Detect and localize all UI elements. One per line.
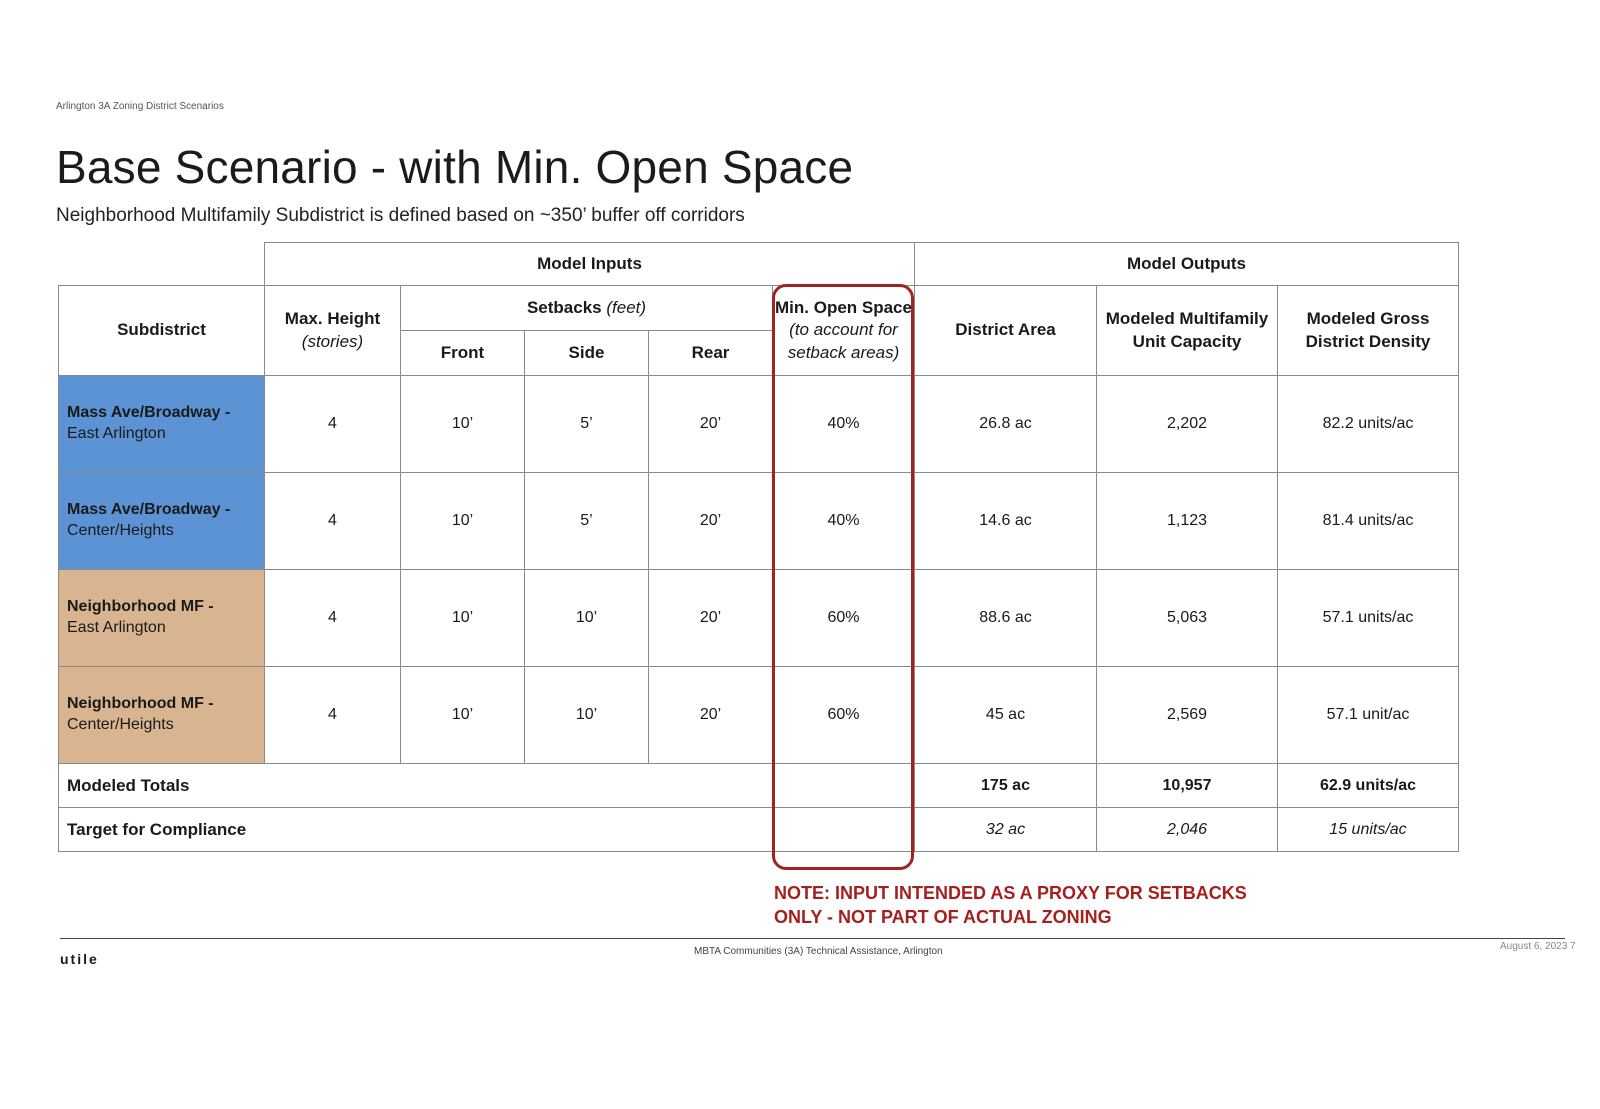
footer-project-name: MBTA Communities (3A) Technical Assistance, Arlington xyxy=(694,946,943,957)
target-capacity-cell: 2,046 xyxy=(1097,808,1278,852)
side-header: Side xyxy=(525,331,649,376)
district-area-cell: 26.8 ac xyxy=(915,376,1097,473)
totals-label: Modeled Totals xyxy=(59,764,773,808)
target-area-cell: 32 ac xyxy=(915,808,1097,852)
model-inputs-header: Model Inputs xyxy=(265,243,915,286)
group-header-row xyxy=(59,243,1459,286)
front-cell: 10’ xyxy=(401,376,525,473)
max-height-cell: 4 xyxy=(265,473,401,570)
setbacks-unit: (feet) xyxy=(606,297,647,317)
target-density-cell: 15 units/ac xyxy=(1278,808,1459,852)
scenario-table xyxy=(58,242,1459,852)
totals-capacity-cell: 10,957 xyxy=(1097,764,1278,808)
district-area-cell: 45 ac xyxy=(915,667,1097,764)
unit-capacity-cell: 2,569 xyxy=(1097,667,1278,764)
unit-capacity-cell: 1,123 xyxy=(1097,473,1278,570)
rear-header: Rear xyxy=(649,331,773,376)
side-cell: 10’ xyxy=(525,570,649,667)
front-header: Front xyxy=(401,331,525,376)
district-area-header: District Area xyxy=(915,286,1097,376)
rear-cell: 20’ xyxy=(649,376,773,473)
front-cell: 10’ xyxy=(401,570,525,667)
totals-row xyxy=(59,764,1459,808)
subdistrict-name: Neighborhood MF - xyxy=(67,598,214,616)
subdistrict-cell xyxy=(59,473,265,570)
table-row xyxy=(59,667,1459,764)
document-label: Arlington 3A Zoning District Scenarios xyxy=(56,101,224,112)
model-outputs-header: Model Outputs xyxy=(915,243,1459,286)
setbacks-label: Setbacks xyxy=(526,297,602,317)
subdistrict-area-name: Center/Heights xyxy=(67,716,174,733)
footer-divider xyxy=(60,938,1565,939)
page-title: Base Scenario - with Min. Open Space xyxy=(56,141,854,193)
rear-cell: 20’ xyxy=(649,667,773,764)
max-height-cell: 4 xyxy=(265,376,401,473)
totals-area-cell: 175 ac xyxy=(915,764,1097,808)
header-corner xyxy=(59,243,265,286)
page-subtitle: Neighborhood Multifamily Subdistrict is defined based on ~350’ buffer off corridors xyxy=(56,205,745,226)
open-space-cell: 60% xyxy=(773,570,915,667)
rear-cell: 20’ xyxy=(649,570,773,667)
rear-cell: 20’ xyxy=(649,473,773,570)
proxy-note-line-2: ONLY - NOT PART OF ACTUAL ZONING xyxy=(774,907,1112,928)
target-label: Target for Compliance xyxy=(59,808,773,852)
subdistrict-area-name: Center/Heights xyxy=(67,522,174,539)
column-header-row xyxy=(59,286,1459,331)
utile-logo: utile xyxy=(60,951,99,967)
subdistrict-header: Subdistrict xyxy=(59,286,265,376)
totals-density-cell: 62.9 units/ac xyxy=(1278,764,1459,808)
subdistrict-name: Mass Ave/Broadway - xyxy=(67,501,231,519)
unit-capacity-cell: 5,063 xyxy=(1097,570,1278,667)
subdistrict-cell xyxy=(59,570,265,667)
setbacks-header xyxy=(401,286,773,331)
open-space-cell: 60% xyxy=(773,667,915,764)
density-cell: 57.1 units/ac xyxy=(1278,570,1459,667)
max-height-header xyxy=(265,286,401,376)
unit-capacity-cell: 2,202 xyxy=(1097,376,1278,473)
subdistrict-name: Neighborhood MF - xyxy=(67,695,214,713)
table-row xyxy=(59,376,1459,473)
proxy-note xyxy=(774,881,1247,930)
side-cell: 5’ xyxy=(525,376,649,473)
front-cell: 10’ xyxy=(401,667,525,764)
unit-capacity-header: Modeled Multifamily Unit Capacity xyxy=(1097,286,1278,376)
district-area-cell: 88.6 ac xyxy=(915,570,1097,667)
open-space-note: (to account for setback areas) xyxy=(787,320,900,362)
front-cell: 10’ xyxy=(401,473,525,570)
district-area-cell: 14.6 ac xyxy=(915,473,1097,570)
density-cell: 81.4 units/ac xyxy=(1278,473,1459,570)
proxy-note-line-1: NOTE: INPUT INTENDED AS A PROXY FOR SETBACKS xyxy=(774,883,1247,903)
subdistrict-cell xyxy=(59,376,265,473)
target-row xyxy=(59,808,1459,852)
table-row xyxy=(59,473,1459,570)
footer-date-page: August 6, 2023 7 xyxy=(1500,941,1576,952)
max-height-label: Max. Height xyxy=(284,309,381,329)
max-height-unit: (stories) xyxy=(301,331,364,351)
subdistrict-area-name: East Arlington xyxy=(67,425,166,442)
density-cell: 57.1 unit/ac xyxy=(1278,667,1459,764)
density-cell: 82.2 units/ac xyxy=(1278,376,1459,473)
max-height-cell: 4 xyxy=(265,570,401,667)
open-space-label: Min. Open Space xyxy=(775,298,912,318)
side-cell: 10’ xyxy=(525,667,649,764)
open-space-highlight xyxy=(772,284,914,870)
max-height-cell: 4 xyxy=(265,667,401,764)
subdistrict-name: Mass Ave/Broadway - xyxy=(67,404,231,422)
density-header: Modeled Gross District Density xyxy=(1278,286,1459,376)
open-space-cell: 40% xyxy=(773,376,915,473)
table-row xyxy=(59,570,1459,667)
subdistrict-cell xyxy=(59,667,265,764)
open-space-cell: 40% xyxy=(773,473,915,570)
side-cell: 5’ xyxy=(525,473,649,570)
subdistrict-area-name: East Arlington xyxy=(67,619,166,636)
